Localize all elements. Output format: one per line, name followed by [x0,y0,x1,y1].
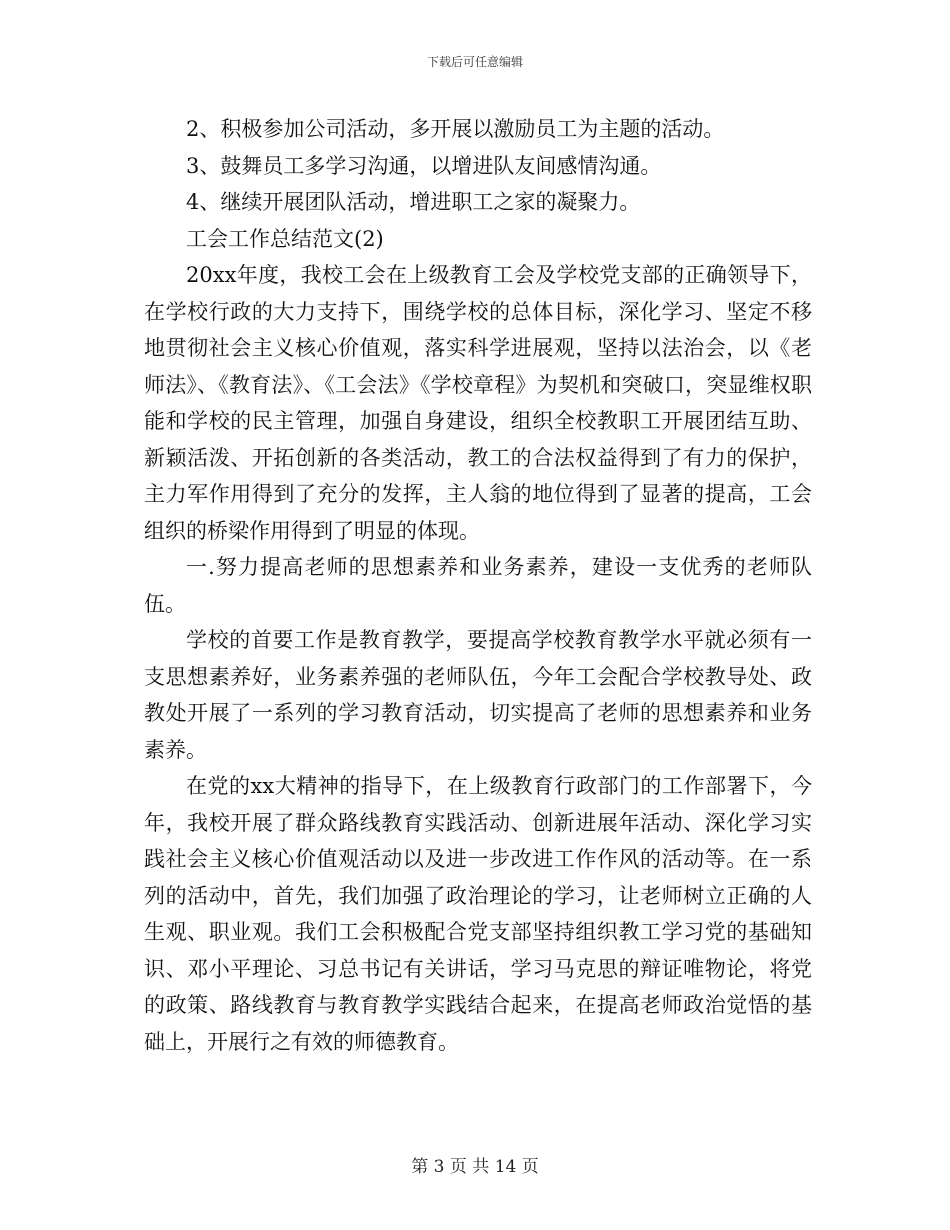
paragraph-item-2: 2、积极参加公司活动，多开展以激励员工为主题的活动。 [186,117,725,141]
paragraph-party-guidance: 在党的xx大精神的指导下，在上级教育行政部门的工作部署下，今年，我校开展了群众路线教育实践活动、创新进展年活动、深化学习实践社会主义核心价值观活动以及进一步改进工作作风的活动等。在一系列的活动中，首先，我们加强了政治理论的学习，让老师树立正确的人生观、职业观。我们工会积极配合党支部坚持组织教工学习党的基础知识、邓小平理论、习总书记有关讲话，学习马克思的辩证唯物论，将党的政策、路线教育与教育教学实践结合起来，在提高老师政治觉悟的基础上，开展行之有效的师德教育。 [144,774,812,1054]
paragraph-intro: 20xx年度，我校工会在上级教育工会及学校党支部的正确领导下，在学校行政的大力支持下，围绕学校的总体目标，深化学习、坚定不移地贯彻社会主义核心价值观，落实科学进展观，坚持以法治会，以《老师法》、《教育法》、《工会法》《学校章程》为契机和突破口，突显维权职能和学校的民主管理，加强自身建设，组织全校教职工开展团结互助、新颖活泼、开拓创新的各类活动，教工的合法权益得到了有力的保护，主力军作用得到了充分的发挥，主人翁的地位得到了显著的提高，工会组织的桥梁作用得到了明显的体现。 [144,263,812,543]
paragraph-item-4: 4、继续开展团队活动，增进职工之家的凝聚力。 [186,190,641,214]
paragraph-teaching: 学校的首要工作是教育教学，要提高学校教育教学水平就必须有一支思想素养好，业务素养强的老师队伍，今年工会配合学校教导处、政教处开展了一系列的学习教育活动，切实提高了老师的思想素养和业务素养。 [144,628,812,762]
page-number: 第 3 页 共 14 页 [411,1157,539,1177]
document-body [144,111,812,1060]
paragraph-item-3: 3、鼓舞员工多学习沟通，以增进队友间感情沟通。 [186,153,662,178]
paragraph-heading-one: 一.努力提高老师的思想素养和业务素养，建设一支优秀的老师队伍。 [144,555,812,616]
section-title: 工会工作总结范文(2) [186,226,384,251]
header-note: 下载后可任意编辑 [426,55,523,69]
